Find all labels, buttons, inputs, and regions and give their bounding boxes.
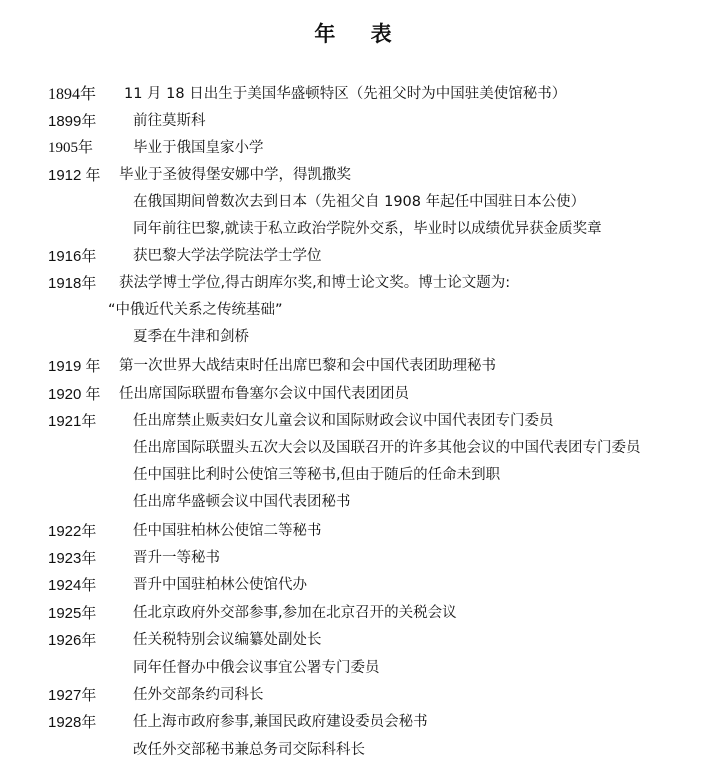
year-label: 1922年 [48, 523, 97, 540]
event-text: 同年任督办中俄会议事宜公署专门委员 [133, 660, 380, 676]
event-text: 获巴黎大学法学院法学士学位 [133, 248, 322, 264]
chronology-row [0, 682, 706, 709]
year-label: 1905年 [48, 140, 94, 156]
event-text: 第一次世界大战结束时任出席巴黎和会中国代表团助理秘书 [119, 358, 496, 374]
chronology-row [0, 108, 706, 135]
chronology-row [0, 462, 706, 489]
event-text: “中俄近代关系之传统基础” [108, 302, 283, 318]
year-label: 1899年 [48, 113, 97, 130]
chronology-row [0, 655, 706, 682]
year-label: 1919 年 [48, 358, 101, 375]
year-label: 1916年 [48, 248, 97, 265]
chronology-row [0, 627, 706, 654]
chronology-row [0, 709, 706, 736]
event-text: 任中国驻比利时公使馆三等秘书,但由于随后的任命未到职 [133, 467, 501, 483]
chronology-row [0, 545, 706, 572]
chronology-row [0, 324, 706, 351]
event-text: 任出席华盛顿会议中国代表团秘书 [133, 494, 351, 510]
event-text: 同年前往巴黎,就读于私立政治学院外交系，毕业时以成绩优异获金质奖章 [133, 221, 602, 237]
event-text: 任出席禁止贩卖妇女儿童会议和国际财政会议中国代表团专门委员 [133, 413, 554, 429]
chronology-row [0, 162, 706, 189]
chronology-row [0, 297, 706, 324]
year-label: 1920 年 [48, 386, 101, 403]
page-title: 年 表 [314, 22, 406, 46]
event-text: 改任外交部秘书兼总务司交际科科长 [133, 742, 365, 758]
event-text: 任出席国际联盟布鲁塞尔会议中国代表团团员 [119, 386, 409, 402]
chronology-row [0, 600, 706, 627]
year-label: 1925年 [48, 605, 97, 622]
event-text: 任外交部条约司科长 [133, 687, 264, 703]
event-text: 获法学博士学位,得古朗库尔奖,和博士论文奖。博士论文题为: [119, 275, 511, 291]
event-text: 任出席国际联盟头五次大会以及国联召开的许多其他会议的中国代表团专门委员 [133, 440, 641, 456]
event-text: 任北京政府外交部参事,参加在北京召开的关税会议 [133, 605, 457, 621]
event-text: 夏季在牛津和剑桥 [133, 329, 249, 345]
chronology-row [0, 81, 706, 108]
event-text: 11 月 18 日出生于美国华盛顿特区（先祖父时为中国驻美使馆秘书） [124, 86, 567, 102]
year-label: 1928年 [48, 714, 97, 731]
year-label: 1923年 [48, 550, 97, 567]
year-label: 1921年 [48, 413, 97, 430]
chronology-row [0, 408, 706, 435]
chronology-row [0, 435, 706, 462]
chronology-row [0, 189, 706, 216]
chronology-row [0, 243, 706, 270]
year-label: 1894年 [48, 86, 97, 103]
year-label: 1918年 [48, 275, 97, 292]
event-text: 晋升中国驻柏林公使馆代办 [133, 577, 307, 593]
event-text: 任关税特别会议编纂处副处长 [133, 632, 322, 648]
chronology-row [0, 737, 706, 764]
year-label: 1926年 [48, 632, 97, 649]
event-text: 前往莫斯科 [133, 113, 206, 129]
year-label: 1912 年 [48, 167, 101, 184]
year-label: 1927年 [48, 687, 97, 704]
chronology-row [0, 381, 706, 408]
event-text: 在俄国期间曾数次去到日本（先祖父自 1908 年起任中国驻日本公使） [133, 194, 586, 210]
event-text: 任上海市政府参事,兼国民政府建设委员会秘书 [133, 714, 428, 730]
chronology-row [0, 216, 706, 243]
event-text: 毕业于圣彼得堡安娜中学，得凯撒奖 [119, 167, 351, 183]
chronology-row [0, 353, 706, 380]
year-label: 1924年 [48, 577, 97, 594]
chronology-row [0, 518, 706, 545]
event-text: 毕业于俄国皇家小学 [133, 140, 264, 156]
event-text: 晋升一等秘书 [133, 550, 220, 566]
event-text: 任中国驻柏林公使馆二等秘书 [133, 523, 322, 539]
chronology-row [0, 572, 706, 599]
chronology-row [0, 489, 706, 516]
chronology-row [0, 135, 706, 162]
chronology-row [0, 270, 706, 297]
